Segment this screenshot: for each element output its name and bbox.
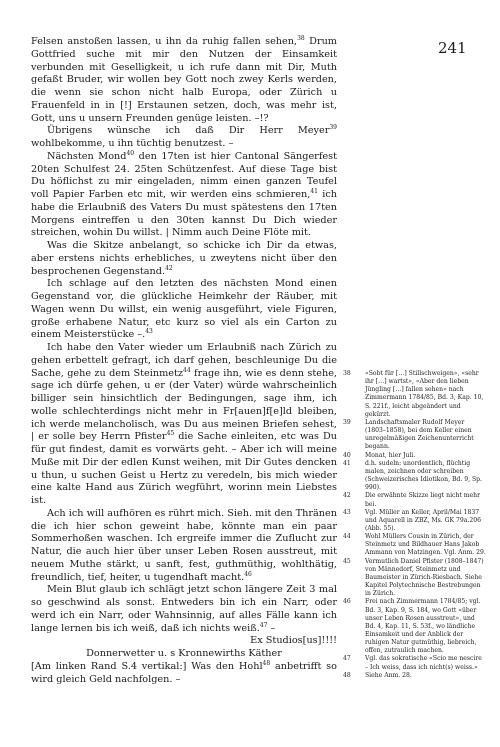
footnote-ref: 44	[183, 366, 191, 374]
footnote-number: 46	[343, 598, 351, 606]
footnote-number: 40	[343, 451, 351, 459]
footnote-ref: 43	[145, 328, 153, 336]
paragraph	[31, 508, 337, 585]
footnote	[343, 655, 486, 671]
footnote-number: 45	[343, 557, 351, 565]
paragraph-text: Ach ich will aufhören es rührt mich. Sieh. mit den Thränen die ich hier schon geweint habe, könnte man ein paar Sommerhoßen waschen. Ich ergreife immer die Zuflucht zur Natur, die auch hier über unser Leben Rosen ausstreut, mit neuem Muthe stärkt, u sanft, fest, guthmüthig, wohlthätig, freundlich, tief, heiter, u tugendhaft macht.	[31, 507, 337, 583]
footnote-number: 43	[343, 508, 351, 516]
footnote	[343, 672, 486, 680]
footnote-ref: 40	[126, 149, 135, 157]
letter-body	[31, 36, 337, 686]
paragraph-text: Was die Skitze anbelangt, so schicke ich Dir da etwas, aber erstens nichts erhebliches, u zweytens nicht über den besprochenen Gegenstand.	[31, 240, 337, 277]
paragraph-text: Felsen anstoßen lassen, u ihn da ruhig fallen sehen,	[31, 36, 298, 47]
footnote-ref: 39	[329, 124, 337, 132]
footnote-text: d.h. sudeln: unordentlich, flüchtig malen, zeichnen oder schreiben (Schweizerisches Idiotikon, Bd. 9, Sp. 990).	[365, 459, 482, 492]
footnote-text: Die erwähnte Skizze liegt nicht mehr bei.	[365, 492, 480, 508]
footnote-text: Siehe Anm. 28.	[365, 671, 412, 679]
paragraph	[31, 278, 337, 342]
footnote-ref: 45	[166, 430, 175, 438]
footnote-ref: 47	[259, 621, 268, 629]
paragraph	[31, 151, 337, 240]
footnote-text: Vermutlich Daniel Pfister (1808–1847) von Männedorf, Steinmetz und Baumeister in Zürich-Riesbach. Siehe Kapitel Polytechnische Bestrebungen in Zürich.	[365, 557, 484, 598]
margin-note	[31, 661, 337, 687]
paragraph	[31, 36, 337, 125]
footnote	[343, 460, 486, 493]
footnote	[343, 509, 486, 533]
footnote	[343, 533, 486, 557]
paragraph-text: Drum Gottfried suche mit mir den Nutzen der Einsamkeit verbunden mit Geselligkeit, u ich rufe dann mit Dir, Muth gefaßt Bruder, wir wollen bey Gott noch zwey Kerls werden, die wenn sie schon nicht halb Europa, oder Zürich u Frauenfeld in in [!] Erstaunen setzen, doch, was mehr ist, Gott, uns u unsern Freunden genüge leisten. –!?	[31, 36, 337, 124]
paragraph-text: Nächsten Mond	[47, 150, 127, 162]
paragraph	[31, 584, 337, 635]
footnote	[343, 598, 486, 655]
footnote-number: 47	[343, 655, 351, 663]
footnote-number: 41	[343, 459, 351, 467]
paragraph-text: Ich habe den Vater wieder um Erlaubniß nach Zürich zu gehen erbettelt gefragt, ich darf gehen, beschleunige Du die Sache, gehe zu dem Steinmetz	[31, 342, 337, 379]
paragraph-text: ich habe die Erlaubniß des Vaters Du must spätestens den 17ten Morgens eintreffen u den 30ten kannst Du Dich wieder streichen, wohin Du willst. | Nimm auch Deine Flöte mit.	[31, 189, 337, 239]
footnote	[343, 452, 486, 460]
footnote-number: 48	[343, 671, 351, 679]
footnote	[343, 558, 486, 599]
page-number: 241	[438, 39, 467, 57]
footnote-text: Vgl. Müller an Keller, April/Mai 1837 und Aquarell in ZBZ, Ms. GK 79a.206 (Abb. 55).	[365, 508, 481, 532]
footnote-ref: 41	[310, 187, 318, 195]
paragraph	[31, 125, 337, 151]
footnote-number: 38	[343, 370, 351, 377]
footnote-number: 39	[343, 418, 351, 426]
footnote-ref: 42	[165, 264, 173, 272]
paragraph	[31, 240, 337, 278]
paragraph-text: die Sache einleiten, etc was Du für gut findest, damit es vorwärts geht. – Aber ich will meine Muße mit Dir der edlen Kunst weihen, mit Dir Gutes dencken u thun, u suchen Geist u Hertz zu veredeln, bis mich wieder eine kalte Hand aus Zürich wegführt, worinn mein Liebstes ist.	[31, 431, 337, 506]
footnote	[343, 492, 486, 508]
paragraph-text: Mein Blut glaub ich schlägt jetzt schon längere Zeit 3 mal so geschwind als sonst. Entweders bin ich ein Narr, oder werd ich ein Narr, oder Wahnsinnig, auf alles Fälle kann ich lange lernen bis ich weiß, daß ich nichts weiß.	[31, 584, 337, 634]
footnote	[343, 419, 486, 452]
footnote-text: Monat, hier Juli.	[365, 451, 416, 459]
paragraph-text: anbetrifft so wird gleich Geld nachfolgen. –	[31, 660, 337, 685]
paragraph	[31, 342, 337, 508]
footnote-text: Vgl. das sokratische «Scio me nescire – Ich weiss, dass ich nicht(s) weiss.»	[365, 655, 482, 671]
paragraph-text: [Am linken Rand S.4 vertikal:] Was den Hohl	[31, 660, 263, 672]
paragraph-text: Übrigens wünsche ich daß Dir Herr Meyer	[47, 125, 330, 137]
paragraph-text: den 17ten ist hier Cantonal Sängerfest 20ten Schulfest 24. 25ten Schützenfest. Auf diese Tage bist Du höflichst zu mir eingeladen, nimm einen ganzen Teufel voll Papier Farben etc mit, wir werden eins schmieren,	[31, 150, 338, 200]
closing-greeting: Donnerwetter u. s Kronnewirths Käther	[86, 648, 282, 659]
footnote-text: «Sobt für […] Stillschweigen», «sehr ihr […] wartst», «Aber den lieben Jüngling […] fallen sehen» nach Zimmermann 1784/85, Bd. 3, Kap. 10, S. 221f., leicht abgeändert und gekürzt.	[365, 370, 484, 418]
paragraph-text: wohlbekomme, u ihn tüchtig benutzest. –	[31, 138, 234, 149]
paragraph-text: Ich schlage auf den letzten des nächsten Mond einen Gegenstand vor, die glückliche Heimkehr der Räuber, mit Wagen wenn Du willst, ein wenig ausgeführt, viele Figuren, große erhabene Natur, etc kurz so viel als ein Carton zu einem Meisterstücke –.	[31, 278, 337, 341]
footnote-ref: 48	[262, 659, 271, 667]
paragraph-text: frage ihn, wie es denn stehe, sage ich dürfe gehen, u er (der Vater) würde wahrscheinlich billiger sein hinsichtlich der Bedingungen, sage ihm, ich wolle schlechterdings nicht mehr in Fr[auen]f[e]ld bleiben, ich werde melancholisch, was Du aus meinen Briefen sehest, | er solle bey Herrn Pfister	[31, 367, 338, 443]
footnote-number: 42	[343, 492, 351, 500]
footnote-text: Wohl Müllers Cousin in Zürich, der Steinmetz und Bildhauer Hans Jakob Ammann von Matzingen. Vgl. Anm. 29.	[365, 533, 486, 557]
footnote-number: 44	[343, 533, 351, 541]
footnote-ref: 38	[297, 34, 305, 42]
footnote-text: Frei nach Zimmermann 1784/85; vgl. Bd. 3, Kap. 9, S. 184, wo Gott «über unser Leben Rosen ausstreut», und Bd. 4, Kap. 11, S. 53f., wo ländliche Einsamkeit und der Anblick der ruhigen Natur gutmüthig, liebreich, offen, zutraulich machen.	[365, 598, 481, 655]
footnote-text: Landschaftsmaler Rudolf Meyer (1803–1858), bei dem Keller einen unregelmäßigen Zeichenunterricht begann.	[365, 418, 474, 451]
paragraph-text: –	[267, 622, 276, 634]
footnote	[343, 370, 486, 419]
footnote-ref: 46	[244, 570, 252, 578]
signature: Ex Studios[us]!!!!	[250, 635, 337, 647]
footnotes-column	[343, 370, 486, 680]
